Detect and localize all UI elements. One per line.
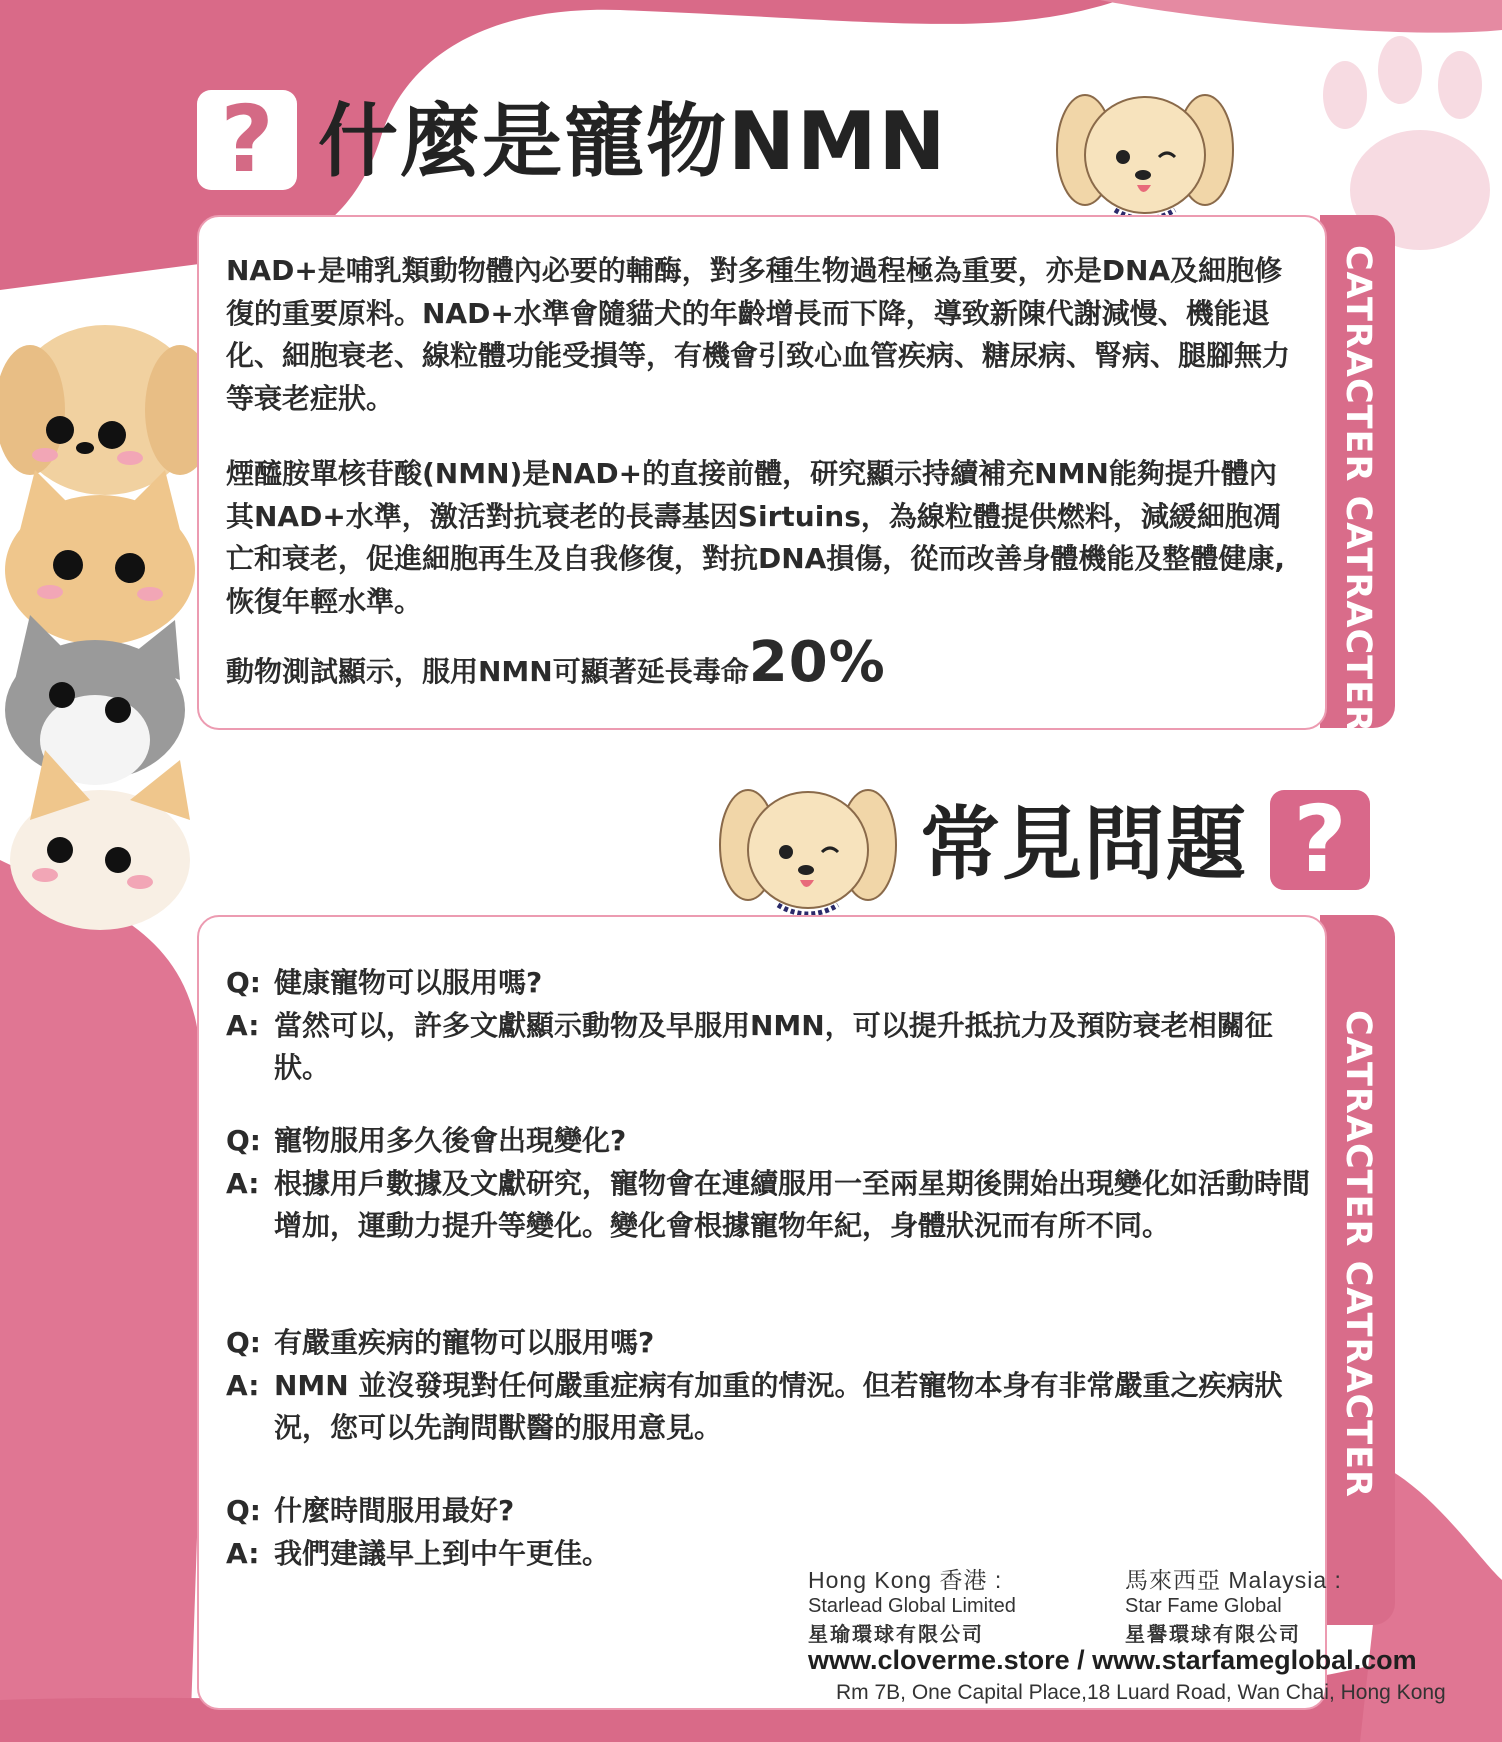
side-tab-label: CATRACTER CATRACTER	[1338, 245, 1378, 733]
lifespan-highlight	[226, 630, 886, 695]
pets-illustration	[0, 320, 215, 940]
side-tab-label: CATRACTER CATRACTER	[1338, 1010, 1378, 1498]
intro-paragraph: NAD+是哺乳類動物體內必要的輔酶，對多種生物過程極為重要，亦是DNA及細胞修復的重要原料。NAD+水準會隨貓犬的年齡增長而下降，導致新陳代謝減慢、機能退化、細胞衰老、線粒體功能受損等，有機會引致心血管疾病、糖尿病、腎病、腿腳無力等衰老症狀。	[226, 254, 1291, 415]
dog-face-illustration	[0, 325, 215, 495]
hk-company-zh: 星瑜環球有限公司	[808, 1624, 984, 1646]
faq-answer: 我們建議早上到中午更佳。	[274, 1536, 611, 1570]
section-title-what-is-nmn: 什麼是寵物NMN	[318, 95, 948, 188]
faq-question: 健康寵物可以服用嗎?	[274, 966, 543, 999]
my-company-en: Star Fame Global	[1125, 1595, 1282, 1617]
question-label: Q:	[226, 1124, 261, 1157]
question-label: Q:	[226, 1326, 261, 1359]
company-address: Rm 7B, One Capital Place,18 Luard Road, Wan Chai, Hong Kong	[836, 1681, 1446, 1704]
lifespan-percentage: 20%	[748, 630, 886, 695]
faq-item	[226, 962, 1316, 1090]
hk-region-label: Hong Kong 香港 :	[808, 1567, 1003, 1593]
gray-cat-illustration	[5, 615, 185, 785]
intro-paragraph: 煙醯胺單核苷酸(NMN)是NAD+的直接前體，研究顯示持續補充NMN能夠提升體內其NAD+水準，激活對抗衰老的長壽基因Sirtuins，為線粒體提供燃料，減緩細胞凋亡和衰老，促進細胞再生及自我修復，對抗DNA損傷，從而改善身體機能及整體健康,恢復年輕水準。	[226, 457, 1285, 618]
my-company-zh: 星譽環球有限公司	[1125, 1624, 1301, 1646]
question-label: Q:	[226, 966, 261, 999]
faq-answer: NMN 並沒發現對任何嚴重症病有加重的情況。但若寵物本身有非常嚴重之疾病狀況，您可以先詢問獸醫的服用意見。	[274, 1368, 1283, 1444]
lifespan-highlight-text: 動物測試顯示，服用NMN可顯著延長毒命	[226, 655, 749, 688]
faq-answer: 當然可以，許多文獻顯示動物及早服用NMN，可以提升抵抗力及預防衰老相關征狀。	[274, 1008, 1273, 1084]
faq-question: 有嚴重疾病的寵物可以服用嗎?	[274, 1326, 655, 1359]
question-mark-icon: ?	[1270, 790, 1370, 890]
dog-mascot-icon	[718, 780, 898, 930]
hk-contact	[808, 1562, 1016, 1647]
answer-label: A:	[226, 1536, 260, 1570]
left-pink-blob	[0, 860, 204, 1742]
answer-label: A:	[226, 1368, 260, 1402]
answer-label: A:	[226, 1166, 260, 1200]
my-contact	[1125, 1562, 1342, 1647]
section-title-faq: 常見問題	[920, 798, 1248, 891]
faq-item	[226, 1322, 1316, 1450]
faq-item	[226, 1490, 826, 1575]
my-region-label: 馬來西亞 Malaysia :	[1125, 1567, 1342, 1593]
hk-company-en: Starlead Global Limited	[808, 1595, 1016, 1617]
faq-question: 寵物服用多久後會出現變化?	[274, 1124, 627, 1157]
faq-question: 什麼時間服用最好?	[274, 1494, 515, 1527]
faq-item	[226, 1120, 1316, 1248]
faq-answer: 根據用戶數據及文獻研究，寵物會在連續服用一至兩星期後開始出現變化如活動時間增加，運動力提升等變化。變化會根據寵物年紀，身體狀況而有所不同。	[274, 1166, 1311, 1242]
answer-label: A:	[226, 1008, 260, 1042]
question-label: Q:	[226, 1494, 261, 1527]
question-mark-icon: ?	[197, 90, 297, 190]
dog-mascot-icon	[1055, 85, 1235, 235]
website-links[interactable]: www.cloverme.store / www.starfameglobal.com	[808, 1645, 1417, 1675]
